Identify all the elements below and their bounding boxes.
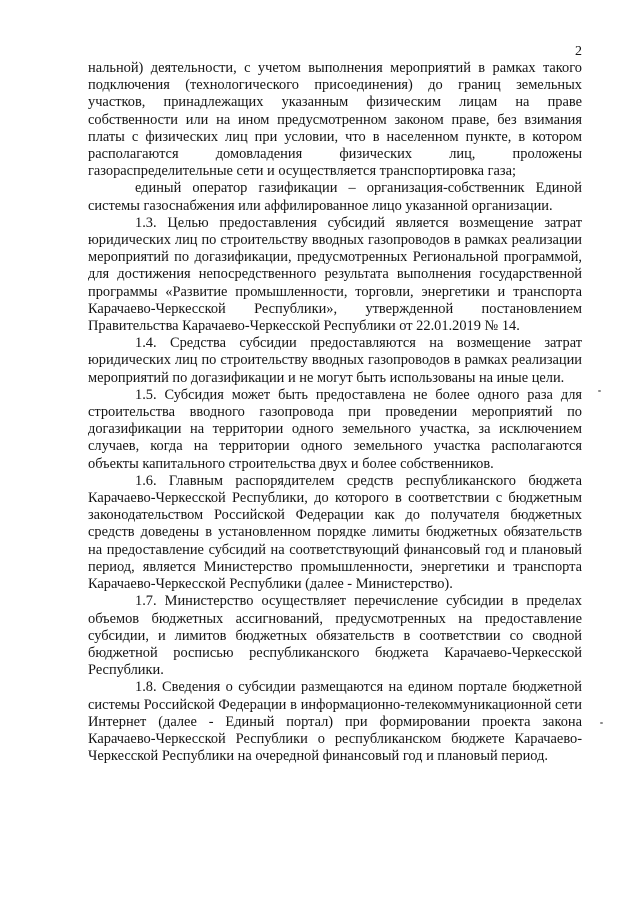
paragraph-1-6: 1.6. Главным распорядителем средств республиканского бюджета Карачаево-Черкесской Республики, до которого в соответствии с бюджетным законодательством Российской Федерации как до получателя бюджетных средств доведены в установленном порядке лимиты бюджетных обязательств на предоставление субсидий на соответствующий финансовый год и плановый период, является Министерство промышленности, энергетики и транспорта Карачаево-Черкесской Республики (далее - Министерство). [88, 472, 582, 593]
paragraph-1-4: 1.4. Средства субсидии предоставляются на возмещение затрат юридических лиц по строительству вводных газопроводов в рамках реализации мероприятий по догазификации и не могут быть использованы на иные цели. [88, 335, 582, 386]
page-number: 2 [575, 44, 582, 59]
scan-speck [598, 390, 601, 392]
paragraph-1-7: 1.7. Министерство осуществляет перечисление субсидии в пределах объемов бюджетных ассигнований, предусмотренных на предоставление субсидии, и лимитов бюджетных обязательств в соответствии со сводной бюджетной росписью республиканского бюджета Карачаево-Черкесской Республики. [88, 593, 582, 679]
paragraph-continuation: нальной) деятельности, с учетом выполнения мероприятий в рамках такого подключения (технологического присоединения) до границ земельных участков, принадлежащих указанным физическим лицам на праве собственности или на ином предусмотренном законом праве, без взимания платы с физических лиц при условии, что в населенном пункте, в котором располагаются домовладения физических лиц, проложены газораспределительные сети и осуществляется транспортировка газа; [88, 60, 582, 180]
document-body [88, 60, 582, 765]
paragraph-1-5: 1.5. Субсидия может быть предоставлена не более одного раза для строительства вводного газопровода при проведении мероприятий по догазификации на территории одного земельного участка, за исключением случаев, когда на территории одного земельного участка располагаются объекты капитального строительства двух и более собственников. [88, 386, 582, 472]
paragraph-gas-operator-definition: единый оператор газификации – организация-собственник Единой системы газоснабжения или аффилированное лицо указанной организации. [88, 180, 582, 214]
paragraph-1-3: 1.3. Целью предоставления субсидий является возмещение затрат юридических лиц по строительству вводных газопроводов в рамках реализации мероприятий по догазификации, предусмотренных Региональной программой, для достижения непосредственного результата выполнения государственной программы «Развитие промышленности, торговли, энергетики и транспорта Карачаево-Черкесской Республики», утвержденной постановлением Правительства Карачаево-Черкесской Республики от 22.01.2019 № 14. [88, 214, 582, 335]
paragraph-1-8: 1.8. Сведения о субсидии размещаются на едином портале бюджетной системы Российской Федерации в информационно-телекоммуникационной сети Интернет (далее - Единый портал) при формировании проекта закона Карачаево-Черкесской Республики о республиканском бюджете Карачаево-Черкесской Республики на очередной финансовый год и плановый период. [88, 679, 582, 765]
scan-speck [600, 722, 603, 724]
